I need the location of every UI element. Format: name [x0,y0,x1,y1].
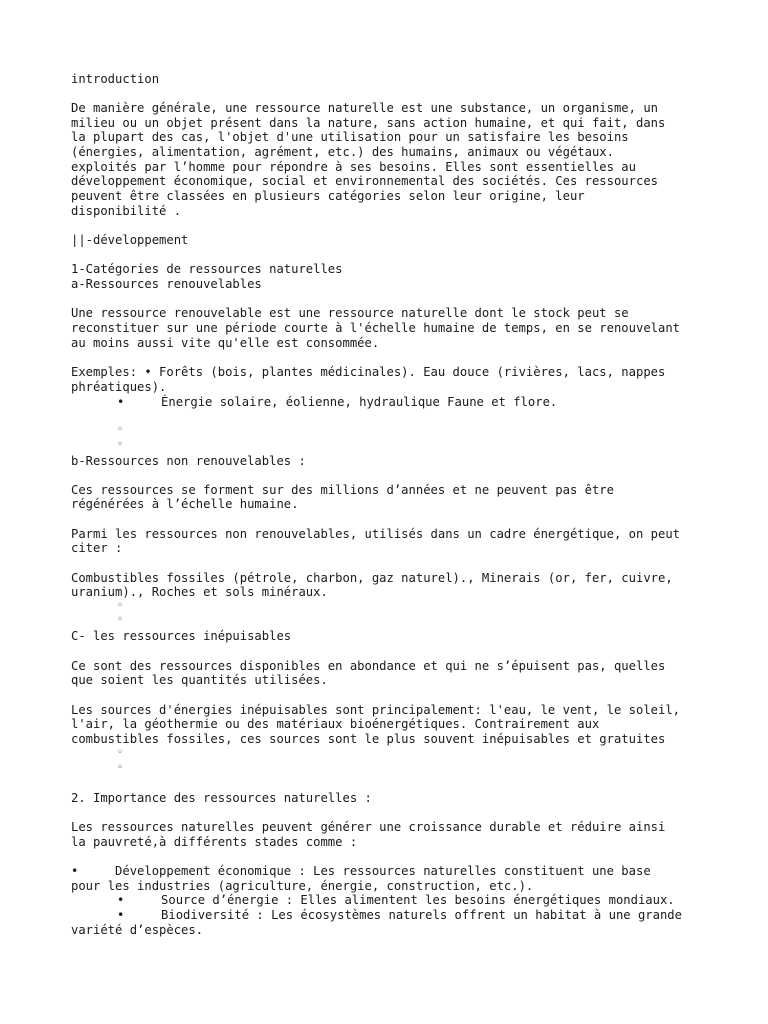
importance-line: Les ressources naturelles peuvent générer une croissance durable et réduire ainsi [71,820,666,834]
nonrenewable-line: Ces ressources se forment sur des millions d’années et ne peuvent pas être [71,483,614,497]
intro-line: disponibilité . [71,204,182,218]
development-heading: ||-développement [71,233,189,247]
renewable-line: au moins aussi vite qu'elle est consommée. [71,336,380,350]
categories-heading: 1-Catégories de ressources naturelles [71,262,343,276]
inexhaustible-line: Ce sont des ressources disponibles en abondance et qui ne s’épuisent pas, quelles [71,659,666,673]
fossils-line: Combustibles fossiles (pétrole, charbon, gaz naturel)., Minerais (or, fer, cuivre, [71,571,673,585]
circle-bullet-icon: ◦ [117,762,124,773]
circle-bullet-icon: ◦ [117,600,124,611]
examples-bullet: • Énergie solaire, éolienne, hydraulique Faune et flore. [117,395,558,409]
examples-line: Exemples: • Forêts (bois, plantes médicinales). Eau douce (rivières, lacs, nappes [71,365,666,379]
parmi-line: citer : [71,541,123,555]
renewable-line: reconstituer sur une période courte à l'échelle humaine de temps, en se renouvelant [71,321,681,335]
importance-bullet: • Biodiversité : Les écosystèmes naturels offrent un habitat à une grande [117,908,682,922]
intro-heading: introduction [71,72,160,86]
intro-line: milieu ou un objet présent dans la nature, sans action humaine, et qui fait, dans [71,116,666,130]
importance-line: la pauvreté,à différents stades comme : [71,835,358,849]
circle-bullet-icon: ◦ [117,747,124,758]
sources-line: combustibles fossiles, ces sources sont le plus souvent inépuisables et gratuites [71,732,666,746]
sources-line: Les sources d'énergies inépuisables sont principalement: l'eau, le vent, le soleil, [71,703,681,717]
circle-bullet-icon: ◦ [117,439,124,450]
intro-line: exploités par l’homme pour répondre à ses besoins. Elles sont essentielles au [71,160,636,174]
renewable-heading: a-Ressources renouvelables [71,277,262,291]
intro-line: De manière générale, une ressource naturelle est une substance, un organisme, un [71,101,658,115]
sources-line: l'air, la géothermie ou des matériaux bioénergétiques. Contrairement aux [71,717,600,731]
importance-bullet-cont: pour les industries (agriculture, énergie, construction, etc.). [71,879,534,893]
nonrenewable-line: régénérées à l’échelle humaine. [71,497,299,511]
intro-line: (énergies, alimentation, agrément, etc.) des humains, animaux ou végétaux. [71,145,614,159]
examples-line: phréatiques). [71,380,167,394]
intro-line: la plupart des cas, l'objet d'une utilisation pour un satisfaire les besoins [71,130,629,144]
circle-bullet-icon: ◦ [117,424,124,435]
importance-bullet-cont: variété d’espèces. [71,923,204,937]
inexhaustible-line: que soient les quantités utilisées. [71,673,328,687]
circle-bullet-icon: ◦ [117,614,124,625]
parmi-line: Parmi les ressources non renouvelables, utilisés dans un cadre énergétique, on peut [71,527,681,541]
inexhaustible-heading: C- les ressources inépuisables [71,629,292,643]
renewable-line: Une ressource renouvelable est une ressource naturelle dont le stock peut se [71,306,629,320]
importance-heading: 2. Importance des ressources naturelles : [71,791,372,805]
importance-bullet: • Source d’énergie : Elles alimentent les besoins énergétiques mondiaux. [117,893,675,907]
fossils-line: uranium)., Roches et sols minéraux. [71,585,328,599]
intro-line: développement économique, social et environnemental des sociétés. Ces ressources [71,174,658,188]
intro-line: peuvent être classées en plusieurs catégories selon leur origine, leur [71,189,585,203]
importance-bullet: • Développement économique : Les ressources naturelles constituent une base [71,864,651,878]
nonrenewable-heading: b-Ressources non renouvelables : [71,454,306,468]
